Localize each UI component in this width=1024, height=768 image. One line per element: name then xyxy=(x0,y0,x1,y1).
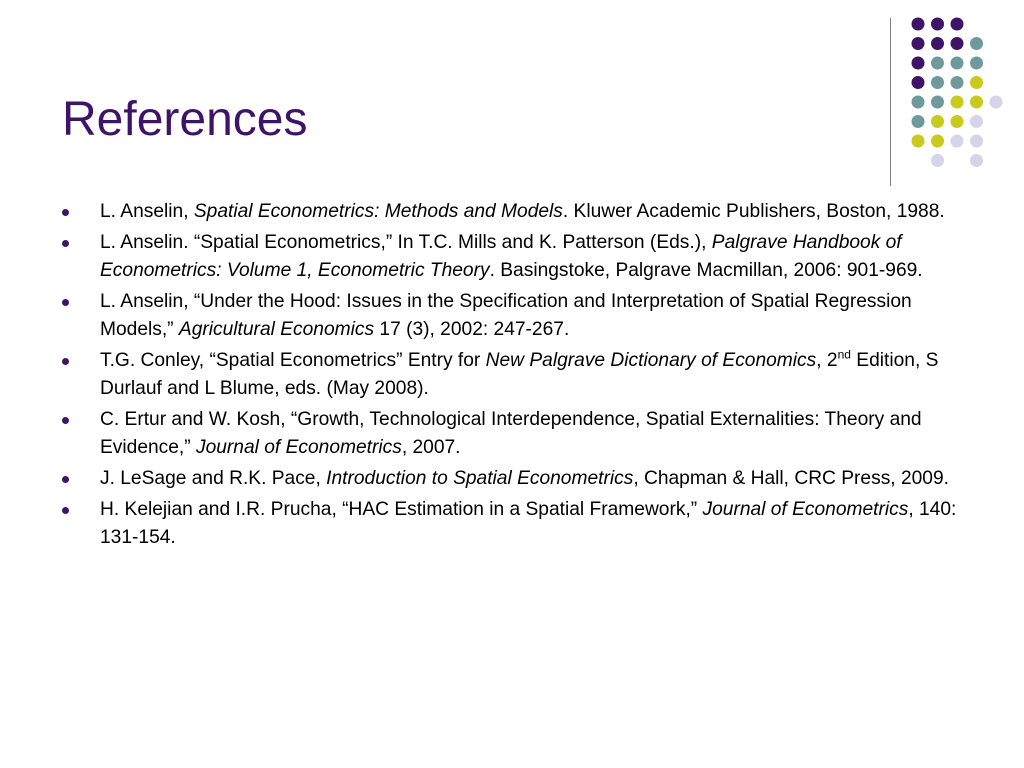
slide-title: References xyxy=(62,93,308,146)
reference-title: New Palgrave Dictionary of Economics xyxy=(485,350,817,371)
decorative-dot xyxy=(912,57,925,70)
reference-text: , 2007. xyxy=(401,437,461,458)
decorative-dot xyxy=(990,96,1003,109)
decorative-dot xyxy=(951,57,964,70)
decorative-dot xyxy=(951,96,964,109)
reference-text: . Basingstoke, Palgrave Macmillan, 2006: 901-969. xyxy=(489,260,923,281)
reference-item xyxy=(62,465,982,493)
reference-item xyxy=(62,347,982,403)
decorative-dot xyxy=(931,115,944,128)
reference-title: Journal of Econometrics xyxy=(195,437,402,458)
reference-title: Palgrave Handbook of Econometrics: Volume 1, Econometric Theory xyxy=(100,232,902,281)
decorative-dot xyxy=(931,76,944,89)
reference-item xyxy=(62,198,982,226)
reference-text: , 2 xyxy=(816,350,838,371)
decorative-dot xyxy=(931,37,944,50)
decorative-dot xyxy=(931,18,944,31)
decorative-dot xyxy=(912,18,925,31)
decorative-dot xyxy=(970,135,983,148)
reference-text: Edition, S Durlauf and L Blume, eds. (May 2008). xyxy=(100,350,939,399)
reference-item xyxy=(62,496,982,552)
decorative-dot xyxy=(970,76,983,89)
bullet-icon xyxy=(62,417,69,424)
reference-title: Journal of Econometrics xyxy=(702,499,909,520)
reference-text: , 140: 131-154. xyxy=(100,499,957,548)
reference-item xyxy=(62,229,982,285)
reference-text: H. Kelejian and I.R. Prucha, “HAC Estimation in a Spatial Framework,” xyxy=(100,499,703,520)
reference-text: L. Anselin. “Spatial Econometrics,” In T.C. Mills and K. Patterson (Eds.), xyxy=(100,232,712,253)
decorative-dot xyxy=(931,96,944,109)
decorative-dot xyxy=(951,135,964,148)
bullet-icon xyxy=(62,299,69,306)
decorative-dot xyxy=(912,76,925,89)
ordinal-suffix: nd xyxy=(837,347,851,362)
decorative-dot xyxy=(970,96,983,109)
reference-title: Introduction to Spatial Econometrics xyxy=(326,468,634,489)
reference-text: , Chapman & Hall, CRC Press, 2009. xyxy=(633,468,949,489)
decorative-dot xyxy=(912,96,925,109)
reference-text: L. Anselin, xyxy=(100,201,194,222)
decorative-dot xyxy=(970,115,983,128)
reference-text: C. Ertur and W. Kosh, “Growth, Technological Interdependence, Spatial Externalities: Theory and Evidence,” xyxy=(100,409,922,458)
bullet-icon xyxy=(62,507,69,514)
bullet-icon xyxy=(62,240,69,247)
decorative-dot xyxy=(912,115,925,128)
bullet-icon xyxy=(62,358,69,365)
reference-text: L. Anselin, “Under the Hood: Issues in the Specification and Interpretation of Spatial Regression Models,” xyxy=(100,291,912,340)
reference-text: J. LeSage and R.K. Pace, xyxy=(100,468,327,489)
reference-item xyxy=(62,406,982,462)
decorative-dot xyxy=(970,37,983,50)
reference-item xyxy=(62,288,982,344)
reference-list xyxy=(62,198,982,555)
reference-text: T.G. Conley, “Spatial Econometrics” Entry for xyxy=(100,350,486,371)
decorative-dot xyxy=(951,37,964,50)
decorative-dot xyxy=(970,154,983,167)
reference-text: . Kluwer Academic Publishers, Boston, 1988. xyxy=(562,201,945,222)
reference-text: 17 (3), 2002: 247-267. xyxy=(374,319,570,340)
decorative-dot xyxy=(912,135,925,148)
decorative-dot xyxy=(951,76,964,89)
decorative-dot xyxy=(951,18,964,31)
vertical-divider xyxy=(890,18,891,186)
decorative-dot xyxy=(931,154,944,167)
decorative-dot xyxy=(912,37,925,50)
decorative-dot xyxy=(931,57,944,70)
bullet-icon xyxy=(62,209,69,216)
decorative-dot xyxy=(931,135,944,148)
bullet-icon xyxy=(62,476,69,483)
reference-title: Spatial Econometrics: Methods and Models xyxy=(193,201,563,222)
reference-title: Agricultural Economics xyxy=(178,319,375,340)
decorative-dot xyxy=(951,115,964,128)
decorative-dot xyxy=(970,57,983,70)
